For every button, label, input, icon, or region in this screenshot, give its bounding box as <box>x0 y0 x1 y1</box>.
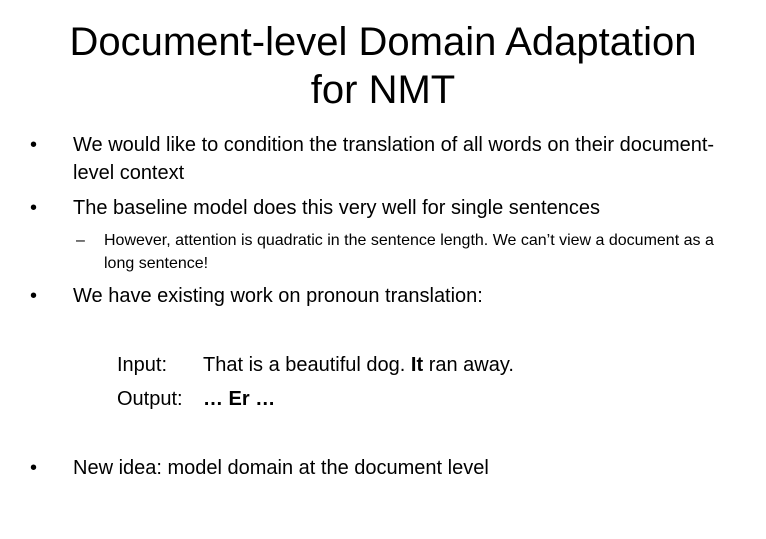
bullet-dot-icon: • <box>30 457 38 479</box>
slide-title <box>0 18 766 114</box>
subbullet-text: However, attention is quadratic in the sentence length. We can’t view a document as a long sentence! <box>104 232 714 272</box>
subbullet-attention-quadratic <box>76 229 746 275</box>
bullet-new-idea <box>30 454 730 482</box>
example-input-row <box>117 351 514 379</box>
bullet-text: We would like to condition the translation of all words on their document-level context <box>73 134 715 184</box>
input-label: Input: <box>117 354 168 376</box>
title-line-2: for NMT <box>310 68 456 112</box>
bullet-condition-translation <box>30 131 730 187</box>
bullet-text: The baseline model does this very well for single sentences <box>73 197 600 219</box>
input-text-bold: It <box>410 354 424 376</box>
output-label: Output: <box>117 388 183 410</box>
bullet-dot-icon: • <box>30 197 38 219</box>
bullet-dot-icon: • <box>30 285 38 307</box>
output-text-bold: … Er … <box>203 388 276 410</box>
bullet-text: We have existing work on pronoun translation: <box>73 285 483 307</box>
input-text-after: ran away. <box>423 354 514 376</box>
title-line-1: Document-level Domain Adaptation <box>69 20 697 64</box>
dash-bullet-icon: – <box>76 232 85 249</box>
bullet-dot-icon: • <box>30 134 38 156</box>
bullet-pronoun-translation <box>30 282 730 310</box>
example-output-row <box>117 385 275 413</box>
bullet-text: New idea: model domain at the document level <box>73 457 489 479</box>
input-text-before: That is a beautiful dog. <box>203 354 411 376</box>
bullet-baseline-model <box>30 194 730 222</box>
